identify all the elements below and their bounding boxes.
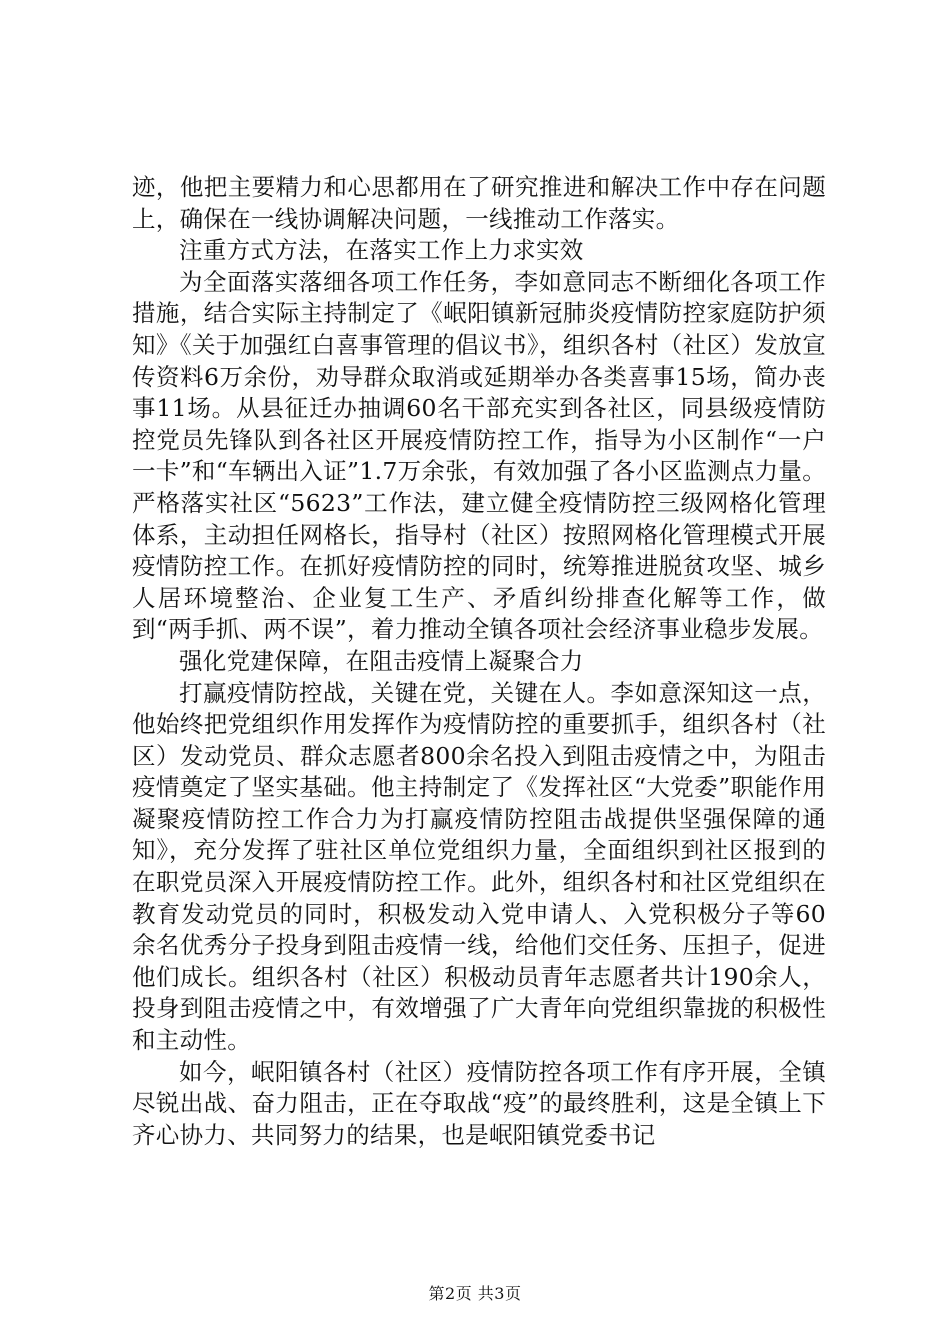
paragraph-methods: 为全面落实落细各项工作任务，李如意同志不断细化各项工作措施，结合实际主持制定了《岷阳镇新冠肺炎疫情防控家庭防护须知》《关于加强红白喜事管理的倡议书》，组织各村（社区）发放宣传资料6万余份，劝导群众取消或延期举办各类喜事15场，简办丧事11场。从县征迁办抽调60名干部充实到各社区，同县级疫情防控党员先锋队到各社区开展疫情防控工作，指导为小区制作“一户一卡”和“车辆出入证”1.7万余张，有效加强了各小区监测点力量。严格落实社区“5623”工作法，建立健全疫情防控三级网格化管理体系，主动担任网格长，指导村（社区）按照网格化管理模式开展疫情防控工作。在抓好疫情防控的同时，统筹推进脱贫攻坚、城乡人居环境整治、企业复工生产、矛盾纠纷排查化解等工作，做到“两手抓、两不误”，着力推动全镇各项社会经济事业稳步发展。 <box>132 267 827 644</box>
paragraph-party-building: 打赢疫情防控战，关键在党，关键在人。李如意深知这一点，他始终把党组织作用发挥作为疫情防控的重要抓手，组织各村（社区）发动党员、群众志愿者800余名投入到阻击疫情之中，为阻击疫情奠定了坚实基础。他主持制定了《发挥社区“大党委”职能作用凝聚疫情防控工作合力为打赢疫情防控阻击战提供坚强保障的通知》，充分发挥了驻社区单位党组织力量，全面组织到社区报到的在职党员深入开展疫情防控工作。此外，组织各村和社区党组织在教育发动党员的同时，积极发动入党申请人、入党积极分子等60余名优秀分子投身到阻击疫情一线，给他们交任务、压担子，促进他们成长。组织各村（社区）积极动员青年志愿者共计190余人，投身到阻击疫情之中，有效增强了广大青年向党组织靠拢的积极性和主动性。 <box>132 678 826 1055</box>
paragraph-conclusion: 如今，岷阳镇各村（社区）疫情防控各项工作有序开展，全镇尽锐出战、奋力阻击，正在夺取战“疫”的最终胜利，这是全镇上下齐心协力、共同努力的结果，也是岷阳镇党委书记 <box>132 1057 826 1149</box>
document-body <box>132 172 826 1151</box>
page-footer: 第2页 共3页 <box>428 1284 522 1303</box>
paragraph-continuation: 迹，他把主要精力和心思都用在了研究推进和解决工作中存在问题上，确保在一线协调解决问题，一线推动工作落实。 <box>132 173 826 233</box>
section-heading-party-building: 强化党建保障，在阻击疫情上凝聚合力 <box>179 646 584 675</box>
section-heading-methods: 注重方式方法，在落实工作上力求实效 <box>179 236 584 265</box>
